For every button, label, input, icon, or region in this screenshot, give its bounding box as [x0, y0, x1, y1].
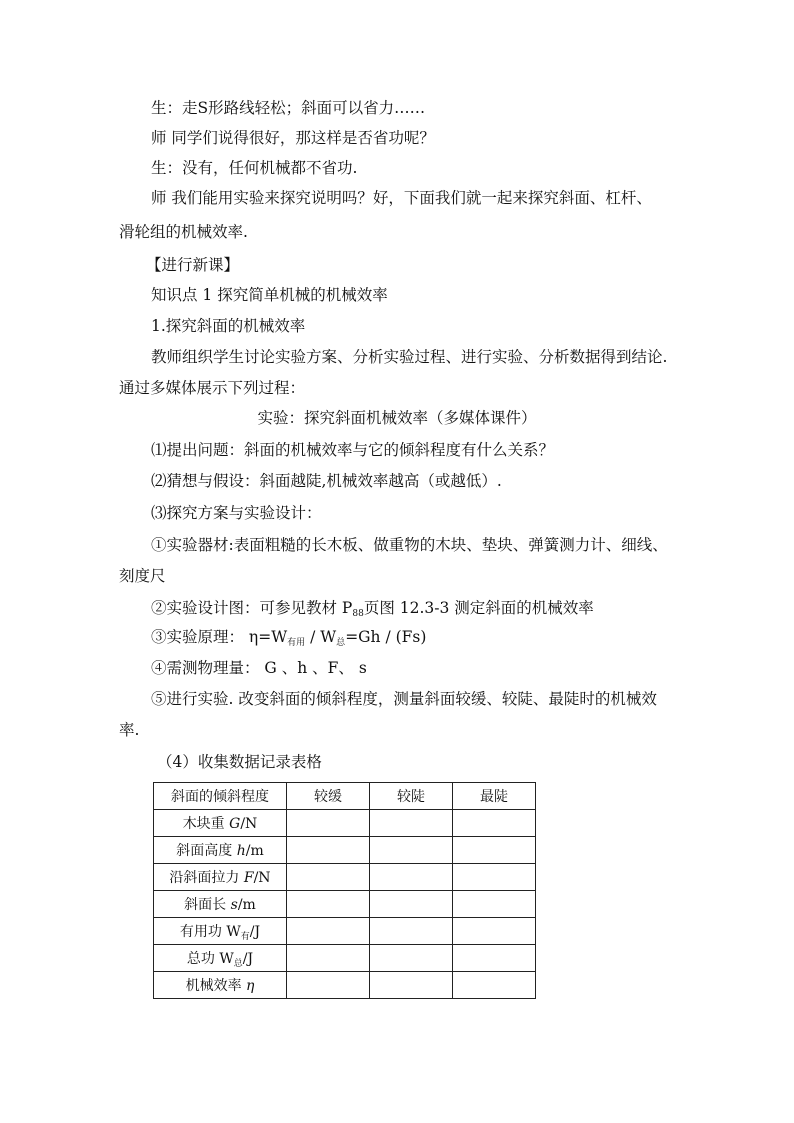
- table-cell: [287, 972, 370, 999]
- table-cell: [287, 864, 370, 891]
- paragraph-line: ⑶探究方案与实验设计：: [151, 504, 322, 522]
- table-cell: [453, 918, 536, 945]
- principle-line: ③实验原理： $\eta=W_{有用} / W_总=Gh / (Fs)$: [151, 628, 427, 648]
- table-row: [154, 945, 536, 972]
- table-header-row: [154, 783, 536, 810]
- paragraph-line: 教师组织学生讨论实验方案、分析实验过程、进行实验、分析数据得到结论.: [151, 348, 668, 366]
- row-label: 沿斜面拉力 F/N: [154, 864, 287, 891]
- table-cell: [370, 891, 453, 918]
- table-cell: [287, 918, 370, 945]
- subsection-heading: 1.探究斜面的机械效率: [151, 317, 306, 335]
- table-caption: （4）收集数据记录表格: [157, 753, 322, 771]
- table-cell: [453, 972, 536, 999]
- table-cell: [370, 918, 453, 945]
- experiment-title: 实验：探究斜面机械效率（多媒体课件）: [257, 409, 537, 427]
- table-cell: [370, 945, 453, 972]
- row-label: 总功 $W_总/J$: [154, 945, 287, 972]
- table-cell: [453, 945, 536, 972]
- table-row: [154, 810, 536, 837]
- table-cell: [370, 837, 453, 864]
- table-row: [154, 837, 536, 864]
- row-label: 斜面高度 h/m: [154, 837, 287, 864]
- table-cell: [453, 891, 536, 918]
- table-cell: [370, 972, 453, 999]
- table-cell: [453, 810, 536, 837]
- table-cell: [287, 810, 370, 837]
- paragraph-line: 通过多媒体展示下列过程：: [119, 379, 306, 397]
- table-cell: [287, 837, 370, 864]
- row-label: 有用功 $W_有/J$: [154, 918, 287, 945]
- quantities-line: ④需测物理量： G 、h 、F、 s: [151, 659, 367, 677]
- table-row: [154, 918, 536, 945]
- row-label: 机械效率 η: [154, 972, 287, 999]
- table-cell: [370, 864, 453, 891]
- design-line: ②实验设计图：可参见教材 $P_{88}$页图 12.3-3 测定斜面的机械效率: [151, 599, 594, 619]
- row-label: 木块重 G/N: [154, 810, 287, 837]
- table-header-cell: 斜面的倾斜程度: [154, 783, 287, 810]
- paragraph-line: ⑤进行实验. 改变斜面的倾斜程度，测量斜面较缓、较陡、最陡时的机械效: [151, 690, 657, 708]
- paragraph-line: ①实验器材:表面粗糙的长木板、做重物的木块、垫块、弹簧测力计、细线、: [151, 536, 668, 554]
- row-label: 斜面长 s/m: [154, 891, 287, 918]
- paragraph-line: 滑轮组的机械效率.: [119, 223, 248, 241]
- section-heading: 【进行新课】: [146, 256, 240, 274]
- table-header-cell: 较缓: [287, 783, 370, 810]
- table-header-cell: 较陡: [370, 783, 453, 810]
- paragraph-line: 率.: [119, 721, 140, 739]
- table-cell: [287, 945, 370, 972]
- knowledge-point-heading: 知识点 1 探究简单机械的机械效率: [151, 286, 388, 304]
- data-record-table: [153, 782, 536, 999]
- table-header-cell: 最陡: [453, 783, 536, 810]
- table-cell: [370, 810, 453, 837]
- paragraph-line: 生：没有，任何机械都不省功.: [151, 159, 358, 177]
- table-cell: [287, 891, 370, 918]
- paragraph-line: 生：走S形路线轻松；斜面可以省力……: [151, 99, 426, 117]
- paragraph-line: 师 我们能用实验来探究说明吗？好，下面我们就一起来探究斜面、杠杆、: [151, 189, 652, 207]
- table-cell: [453, 864, 536, 891]
- table-row: [154, 891, 536, 918]
- paragraph-line: ⑴提出问题：斜面的机械效率与它的倾斜程度有什么关系？: [151, 441, 555, 459]
- paragraph-line: ⑵猜想与假设：斜面越陡,机械效率越高（或越低）.: [151, 472, 502, 490]
- table-row: [154, 864, 536, 891]
- table-cell: [453, 837, 536, 864]
- paragraph-line: 师 同学们说得很好，那这样是否省功呢？: [151, 129, 435, 147]
- table-row: [154, 972, 536, 999]
- paragraph-line: 刻度尺: [119, 567, 166, 585]
